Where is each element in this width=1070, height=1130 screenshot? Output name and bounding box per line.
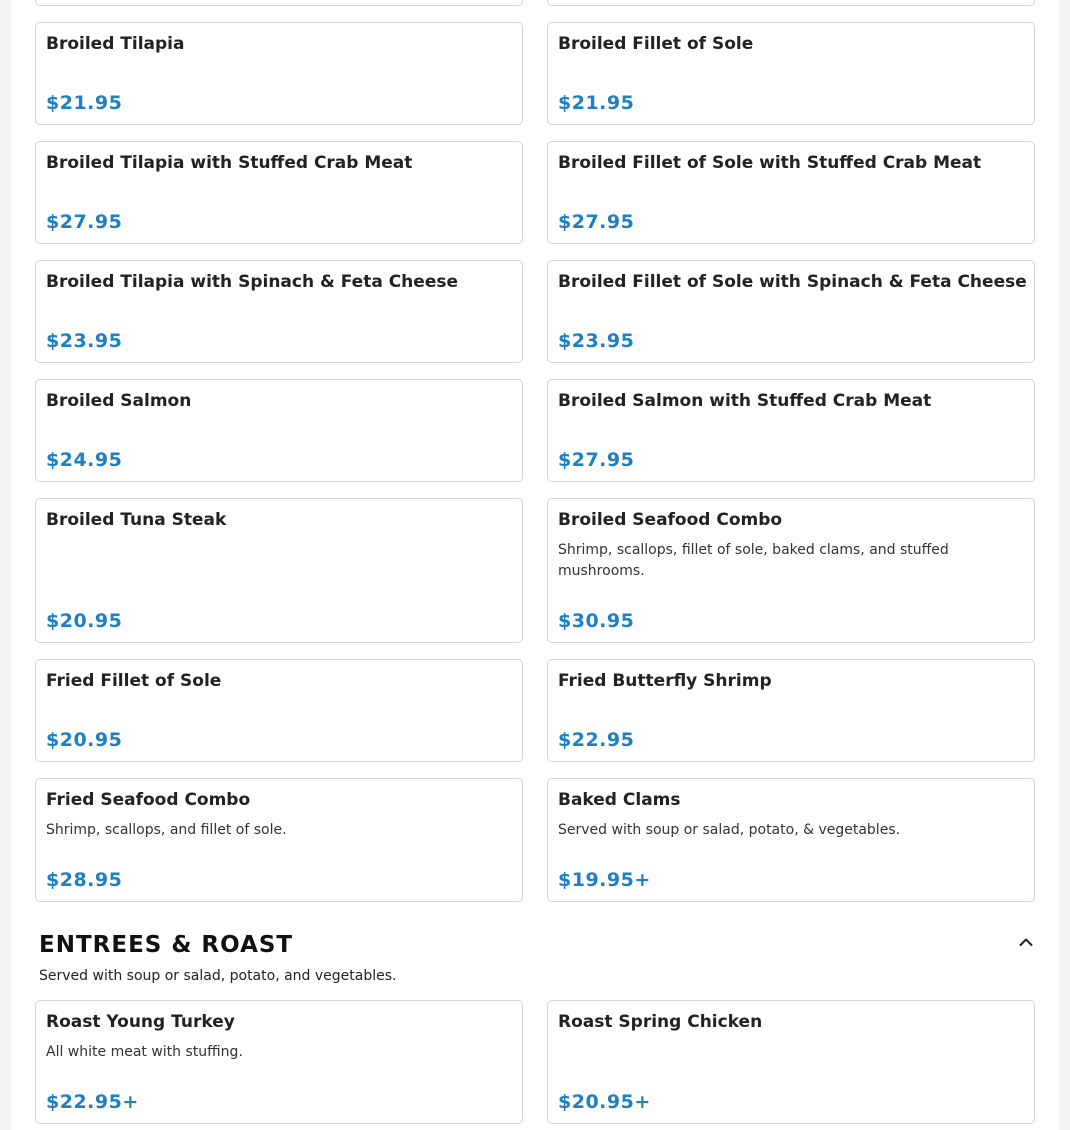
menu-item-card[interactable] [547, 22, 1035, 125]
menu-item-card-partial[interactable] [547, 0, 1035, 6]
menu-item-price: $19.95+ [558, 869, 651, 891]
menu-item-name: Fried Fillet of Sole [46, 671, 222, 691]
menu-item-price: $27.95 [558, 211, 635, 233]
section-subtitle: Served with soup or salad, potato, and vegetables. [39, 968, 397, 984]
menu-item-name: Baked Clams [558, 790, 681, 810]
menu-item-card[interactable] [547, 379, 1035, 482]
menu-item-name: Fried Butterfly Shrimp [558, 671, 772, 691]
menu-item-card[interactable] [35, 22, 523, 125]
entrees-grid [35, 1000, 1034, 1124]
menu-item-price: $20.95 [46, 729, 123, 751]
menu-item-price: $28.95 [46, 869, 123, 891]
menu-item-card[interactable] [35, 379, 523, 482]
menu-item-price: $27.95 [558, 449, 635, 471]
menu-item-name: Broiled Fillet of Sole with Spinach & Feta Cheese [558, 272, 1027, 292]
menu-item-card-partial[interactable] [35, 0, 523, 6]
menu-item-name: Broiled Fillet of Sole with Stuffed Crab Meat [558, 153, 982, 173]
menu-item-name: Broiled Tilapia with Stuffed Crab Meat [46, 153, 413, 173]
menu-item-name: Fried Seafood Combo [46, 790, 251, 810]
menu-item-card[interactable] [35, 659, 523, 762]
menu-item-card[interactable] [35, 260, 523, 363]
menu-item-card[interactable] [547, 141, 1035, 244]
menu-item-price: $30.95 [558, 610, 635, 632]
menu-item-price: $24.95 [46, 449, 123, 471]
menu-item-card[interactable] [35, 141, 523, 244]
menu-item-card[interactable] [547, 659, 1035, 762]
menu-item-card[interactable] [35, 1000, 523, 1124]
menu-item-card[interactable] [35, 498, 523, 643]
seafood-grid [35, 22, 1034, 902]
menu-item-price: $23.95 [46, 330, 123, 352]
menu-item-description: Served with soup or salad, potato, & vegetables. [558, 822, 901, 838]
menu-item-price: $23.95 [558, 330, 635, 352]
menu-page [11, 0, 1059, 1130]
menu-item-price: $21.95 [558, 92, 635, 114]
menu-item-name: Broiled Tilapia with Spinach & Feta Cheese [46, 272, 458, 292]
menu-item-price: $22.95+ [46, 1091, 139, 1113]
menu-item-card[interactable] [547, 778, 1035, 902]
menu-item-name: Broiled Tilapia [46, 34, 185, 54]
menu-item-card[interactable] [35, 778, 523, 902]
menu-item-price: $20.95 [46, 610, 123, 632]
entrees-section-header [39, 931, 1035, 985]
menu-item-price: $22.95 [558, 729, 635, 751]
menu-item-name: Broiled Fillet of Sole [558, 34, 754, 54]
section-title: ENTREES & ROAST [39, 932, 294, 958]
menu-item-price: $20.95+ [558, 1091, 651, 1113]
menu-item-name: Roast Young Turkey [46, 1012, 235, 1032]
menu-item-description: Shrimp, scallops, and fillet of sole. [46, 822, 287, 838]
menu-item-name: Broiled Seafood Combo [558, 510, 783, 530]
menu-item-card[interactable] [547, 260, 1035, 363]
menu-item-name: Broiled Tuna Steak [46, 510, 227, 530]
menu-item-name: Broiled Salmon with Stuffed Crab Meat [558, 391, 932, 411]
menu-item-description: Shrimp, scallops, fillet of sole, baked clams, and stuffed mushrooms. [558, 542, 949, 579]
menu-item-name: Roast Spring Chicken [558, 1012, 763, 1032]
menu-item-price: $27.95 [46, 211, 123, 233]
chevron-up-icon[interactable] [1017, 933, 1035, 951]
menu-item-price: $21.95 [46, 92, 123, 114]
menu-item-card[interactable] [547, 1000, 1035, 1124]
menu-item-card[interactable] [547, 498, 1035, 643]
menu-item-description: All white meat with stuffing. [46, 1044, 243, 1060]
menu-item-name: Broiled Salmon [46, 391, 192, 411]
